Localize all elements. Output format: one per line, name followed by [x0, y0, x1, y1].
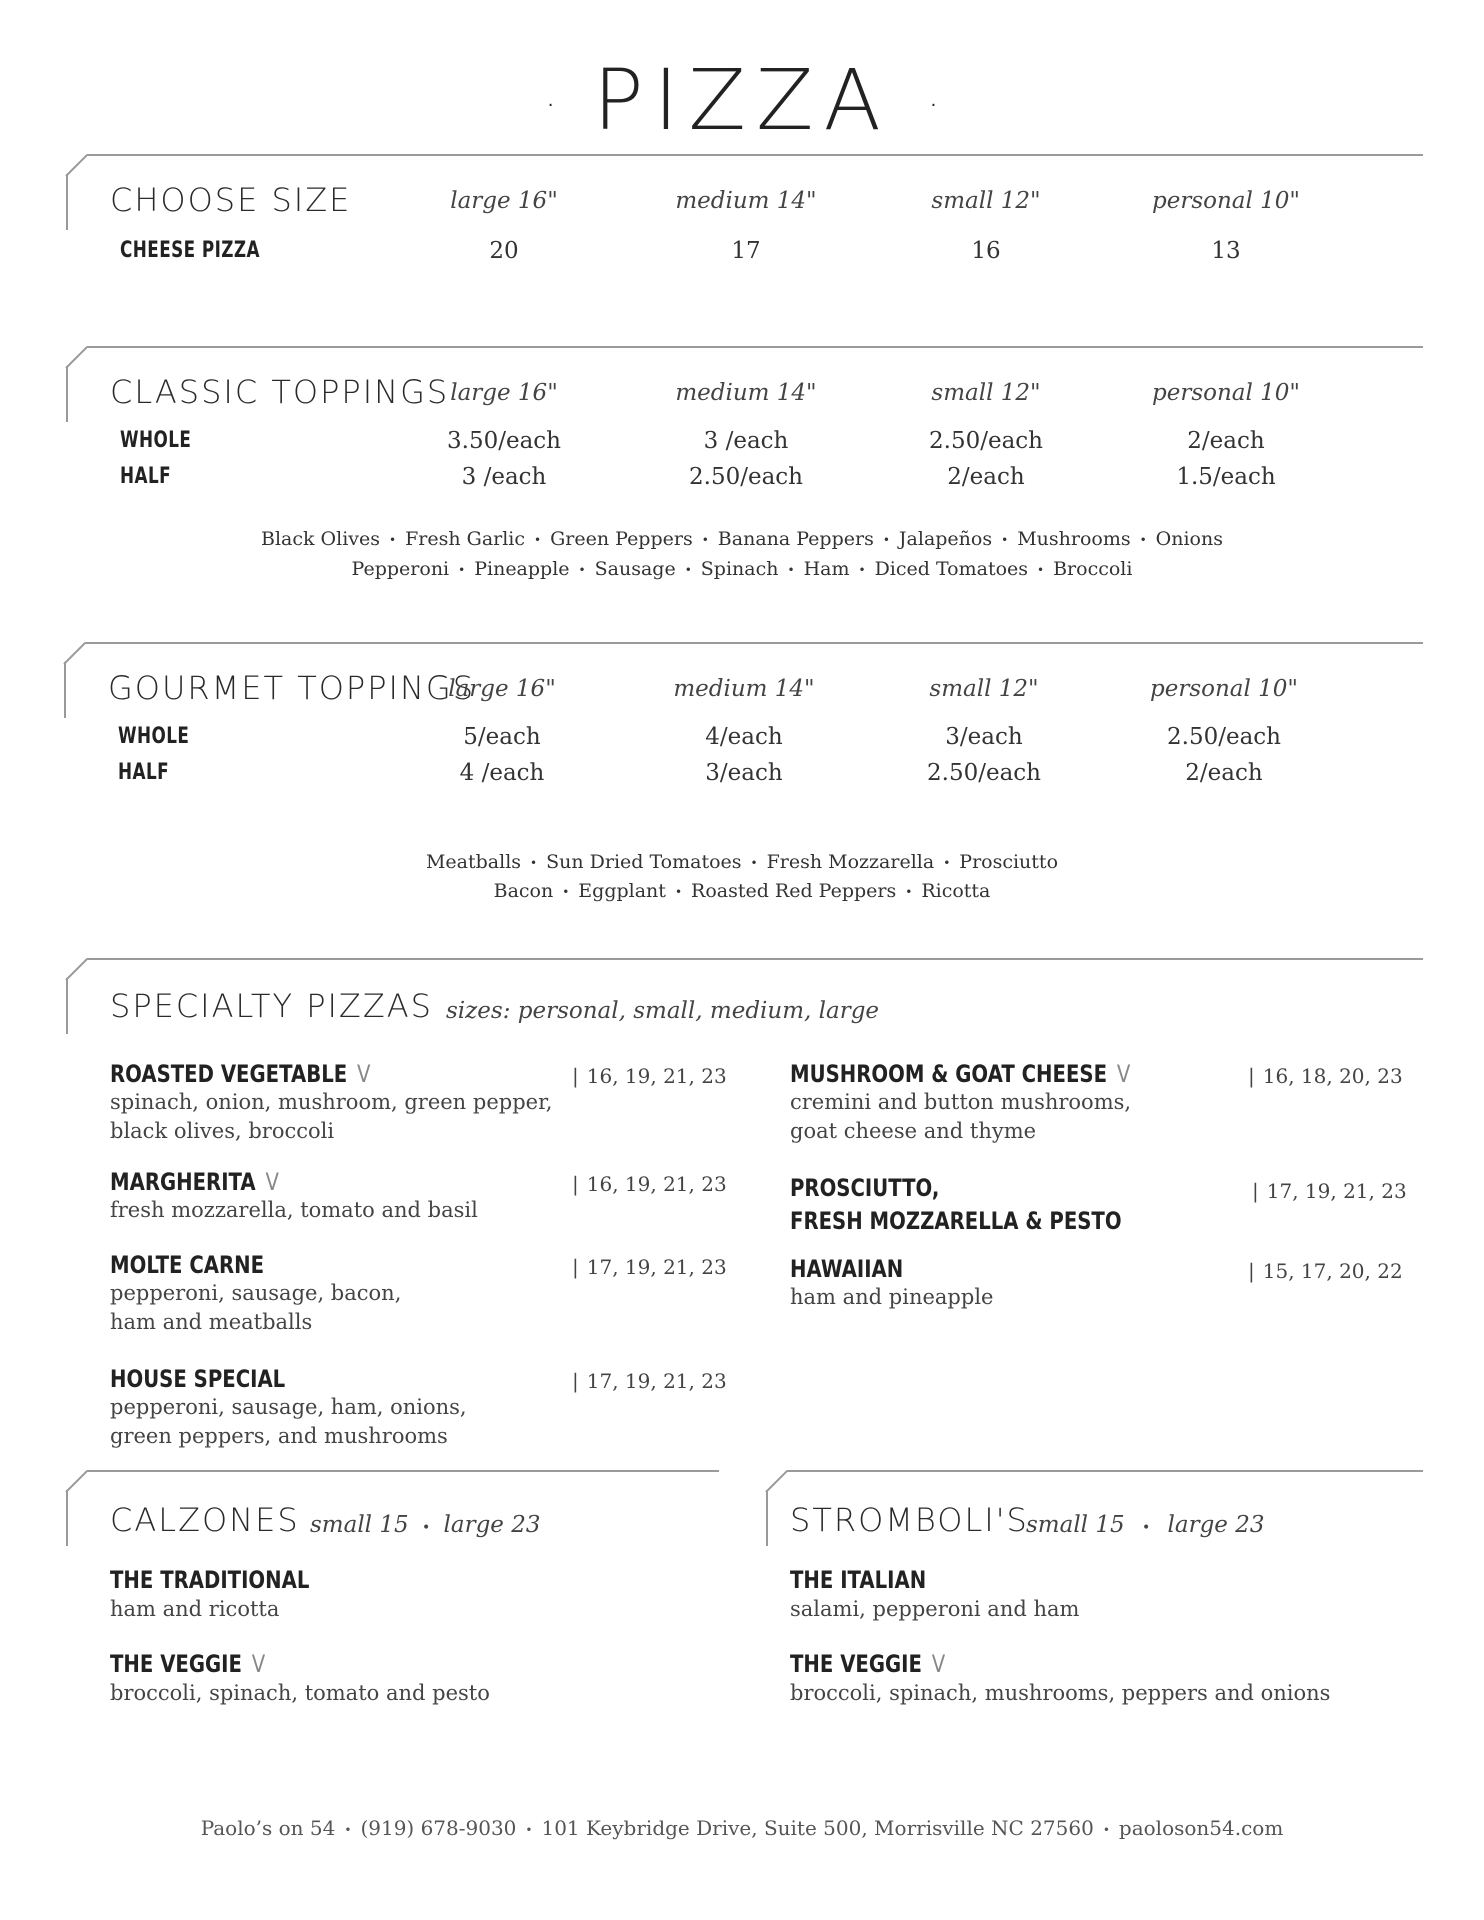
list-separator: • — [534, 533, 542, 547]
list-item: Sausage — [594, 558, 676, 580]
house-special-name — [110, 1367, 285, 1391]
gourmet-half-small: 2.50/each — [927, 760, 1041, 786]
list-item: Eggplant — [578, 880, 666, 902]
gourmet-whole-small: 3/each — [945, 724, 1023, 750]
list-item: Spinach — [700, 558, 779, 580]
size-small: small 12" — [931, 188, 1041, 214]
prosciutto-name-line2 — [790, 1209, 1122, 1233]
margherita-name — [110, 1170, 279, 1194]
roasted-vegetable-price: | 16, 19, 21, 23 — [572, 1064, 727, 1088]
list-item: Fresh Garlic — [405, 528, 526, 550]
list-separator: • — [882, 533, 890, 547]
strombolis-title: STROMBOLI'S — [790, 1501, 1029, 1539]
list-separator: • — [684, 563, 692, 577]
list-item: Paolo’s on 54 — [200, 1816, 336, 1840]
desc-line: goat cheese and thyme — [790, 1119, 1037, 1143]
item-name-text: MARGHERITA — [110, 1168, 256, 1196]
divider-corner — [65, 346, 88, 369]
molte-carne-desc — [110, 1279, 401, 1337]
choose-size-title: CHOOSE SIZE — [110, 181, 352, 219]
size-small: small 12" — [929, 676, 1039, 702]
note-separator: • — [1141, 1520, 1151, 1536]
item-name-text: FRESH MOZZARELLA & PESTO — [790, 1207, 1122, 1235]
note-separator: • — [421, 1520, 431, 1536]
vegetarian-badge: V — [931, 1650, 946, 1678]
list-separator: • — [750, 856, 758, 870]
item-name-text: ROASTED VEGETABLE — [110, 1060, 348, 1088]
list-item: Black Olives — [261, 528, 381, 550]
list-item: Ricotta — [921, 880, 991, 902]
stromboli-italian-desc: salami, pepperoni and ham — [790, 1597, 1080, 1621]
list-separator: • — [525, 1822, 533, 1837]
gourmet-half-label: HALF — [118, 760, 170, 785]
list-item: Green Peppers — [550, 528, 693, 550]
divider-leg — [66, 1490, 68, 1546]
calzone-traditional-name — [110, 1568, 309, 1592]
specialty-sizes-note: sizes: personal, small, medium, large — [446, 998, 880, 1024]
item-name-text: THE ITALIAN — [790, 1566, 927, 1594]
divider — [787, 1470, 1423, 1472]
desc-line: ham and meatballs — [110, 1310, 313, 1334]
stromboli-veggie-name — [790, 1652, 945, 1676]
vegetarian-badge: V — [265, 1168, 279, 1196]
page-title — [0, 51, 1484, 149]
calzone-small-price: small 15 — [310, 1512, 409, 1538]
list-item: Prosciutto — [959, 851, 1059, 873]
hawaiian-name — [790, 1257, 903, 1281]
classic-half-small: 2/each — [947, 464, 1025, 490]
list-separator: • — [858, 563, 866, 577]
cheese-pizza-label: CHEESE PIZZA — [120, 238, 260, 263]
classic-toppings-list-1 — [0, 530, 1484, 549]
vegetarian-badge: V — [1116, 1060, 1131, 1088]
margherita-price: | 16, 19, 21, 23 — [572, 1172, 727, 1196]
classic-whole-large: 3.50/each — [447, 428, 561, 454]
gourmet-half-personal: 2/each — [1185, 760, 1263, 786]
classic-half-label: HALF — [120, 464, 172, 489]
house-special-price: | 17, 19, 21, 23 — [572, 1369, 727, 1393]
item-name-text: PROSCIUTTO, — [790, 1174, 940, 1202]
divider-corner — [63, 642, 86, 665]
size-personal: personal 10" — [1151, 188, 1301, 214]
classic-half-large: 3 /each — [461, 464, 547, 490]
list-separator: • — [344, 1822, 352, 1837]
list-separator: • — [458, 563, 466, 577]
list-item: Bacon — [493, 880, 554, 902]
desc-line: ham and pineapple — [790, 1285, 994, 1309]
divider-corner — [65, 1470, 88, 1493]
list-item: Banana Peppers — [717, 528, 874, 550]
price-text: 17, 19, 21, 23 — [586, 1255, 727, 1279]
list-item: Sun Dried Tomatoes — [546, 851, 742, 873]
title-dot-right: · — [927, 85, 940, 126]
divider — [85, 642, 1423, 644]
list-item: Roasted Red Peppers — [691, 880, 897, 902]
desc-line: pepperoni, sausage, ham, onions, — [110, 1395, 467, 1419]
desc-line: green peppers, and mushrooms — [110, 1424, 448, 1448]
desc-line: spinach, onion, mushroom, green pepper, — [110, 1090, 553, 1114]
list-separator: • — [530, 856, 538, 870]
size-large: large 16" — [450, 188, 558, 214]
classic-toppings-title: CLASSIC TOPPINGS — [110, 373, 450, 411]
prosciutto-price: | 17, 19, 21, 23 — [1252, 1179, 1407, 1203]
classic-half-medium: 2.50/each — [689, 464, 803, 490]
prosciutto-name — [790, 1176, 939, 1200]
cheese-price-small: 16 — [971, 238, 1001, 264]
gourmet-half-medium: 3/each — [705, 760, 783, 786]
size-large: large 16" — [448, 676, 556, 702]
list-separator: • — [787, 563, 795, 577]
list-item: Onions — [1155, 528, 1223, 550]
divider — [87, 958, 1423, 960]
list-separator: • — [905, 885, 913, 899]
desc-line: black olives, broccoli — [110, 1119, 335, 1143]
divider — [87, 154, 1423, 156]
gourmet-whole-personal: 2.50/each — [1167, 724, 1281, 750]
divider-leg — [64, 662, 66, 718]
item-name-text: MUSHROOM & GOAT CHEESE — [790, 1060, 1108, 1088]
cheese-price-large: 20 — [489, 238, 519, 264]
molte-carne-name — [110, 1253, 264, 1277]
margherita-desc — [110, 1196, 478, 1225]
title-text: PIZZA — [593, 51, 891, 149]
classic-whole-label: WHOLE — [120, 428, 192, 453]
calzones-sizes-note — [310, 1514, 541, 1537]
specialty-pizzas-title: SPECIALTY PIZZAS — [110, 987, 433, 1025]
gourmet-toppings-title: GOURMET TOPPINGS — [108, 669, 475, 707]
list-separator: • — [578, 563, 586, 577]
size-medium: medium 14" — [673, 676, 815, 702]
gourmet-whole-large: 5/each — [463, 724, 541, 750]
roasted-vegetable-desc — [110, 1088, 552, 1146]
stromboli-small-price: small 15 — [1026, 1512, 1125, 1538]
stromboli-large-price: large 23 — [1167, 1512, 1265, 1538]
footer-contact — [0, 1818, 1484, 1838]
classic-half-personal: 1.5/each — [1176, 464, 1276, 490]
molte-carne-price: | 17, 19, 21, 23 — [572, 1255, 727, 1279]
list-separator: • — [674, 885, 683, 899]
item-name-text: THE TRADITIONAL — [110, 1566, 310, 1594]
calzone-veggie-desc: broccoli, spinach, tomato and pesto — [110, 1681, 490, 1705]
list-separator: • — [943, 856, 951, 870]
mushroom-goat-cheese-desc — [790, 1088, 1131, 1146]
desc-line: cremini and button mushrooms, — [790, 1090, 1132, 1114]
list-item: Pepperoni — [351, 558, 450, 580]
vegetarian-badge: V — [251, 1650, 266, 1678]
divider-leg — [66, 366, 68, 422]
list-item: Diced Tomatoes — [874, 558, 1029, 580]
mushroom-goat-cheese-price: | 16, 18, 20, 23 — [1248, 1064, 1403, 1088]
divider-corner — [65, 958, 88, 981]
divider-corner — [65, 154, 88, 177]
classic-whole-small: 2.50/each — [929, 428, 1043, 454]
size-personal: personal 10" — [1151, 380, 1301, 406]
hawaiian-desc — [790, 1283, 993, 1312]
list-item: paoloson54.com — [1118, 1816, 1284, 1840]
list-item: Fresh Mozzarella — [766, 851, 935, 873]
gourmet-toppings-list-2 — [0, 882, 1484, 901]
price-text: 15, 17, 20, 22 — [1262, 1259, 1403, 1283]
calzone-traditional-desc: ham and ricotta — [110, 1597, 280, 1621]
classic-whole-personal: 2/each — [1187, 428, 1265, 454]
roasted-vegetable-name — [110, 1062, 371, 1086]
list-separator: • — [562, 885, 570, 899]
item-name-text: THE VEGGIE — [790, 1650, 922, 1678]
price-text: 17, 19, 21, 23 — [1266, 1179, 1407, 1203]
size-medium: medium 14" — [675, 380, 817, 406]
desc-line: fresh mozzarella, tomato and basil — [110, 1198, 478, 1222]
gourmet-whole-label: WHOLE — [118, 724, 190, 749]
list-item: Mushrooms — [1017, 528, 1131, 550]
price-text: 17, 19, 21, 23 — [586, 1369, 727, 1393]
item-name-text: THE VEGGIE — [110, 1650, 242, 1678]
title-dot-left: · — [544, 85, 557, 126]
list-item: Jalapeños — [898, 528, 993, 550]
mushroom-goat-cheese-name — [790, 1062, 1130, 1086]
calzone-veggie-name — [110, 1652, 265, 1676]
cheese-price-personal: 13 — [1211, 238, 1241, 264]
list-separator: • — [1001, 533, 1009, 547]
desc-line: pepperoni, sausage, bacon, — [110, 1281, 402, 1305]
gourmet-whole-medium: 4/each — [705, 724, 783, 750]
list-item: Meatballs — [425, 851, 522, 873]
divider-leg — [66, 978, 68, 1034]
classic-whole-medium: 3 /each — [703, 428, 789, 454]
stromboli-veggie-desc: broccoli, spinach, mushrooms, peppers and onions — [790, 1681, 1331, 1705]
divider-corner — [765, 1470, 788, 1493]
divider — [87, 1470, 719, 1472]
classic-toppings-list-2 — [0, 560, 1484, 579]
list-separator: • — [1037, 563, 1045, 577]
size-medium: medium 14" — [675, 188, 817, 214]
price-text: 16, 19, 21, 23 — [586, 1172, 727, 1196]
house-special-desc — [110, 1393, 467, 1451]
divider-leg — [66, 174, 68, 230]
size-large: large 16" — [450, 380, 558, 406]
size-small: small 12" — [931, 380, 1041, 406]
item-name-text: MOLTE CARNE — [110, 1251, 265, 1279]
stromboli-italian-name — [790, 1568, 926, 1592]
price-text: 16, 18, 20, 23 — [1262, 1064, 1403, 1088]
strombolis-sizes-note — [1026, 1514, 1265, 1537]
divider-leg — [766, 1490, 768, 1546]
divider — [87, 346, 1423, 348]
vegetarian-badge: V — [357, 1060, 371, 1088]
item-name-text: HOUSE SPECIAL — [110, 1365, 286, 1393]
calzone-large-price: large 23 — [443, 1512, 541, 1538]
list-item: Pineapple — [474, 558, 570, 580]
list-item: Ham — [803, 558, 850, 580]
item-name-text: HAWAIIAN — [790, 1255, 904, 1283]
list-separator: • — [1139, 533, 1147, 547]
hawaiian-price: | 15, 17, 20, 22 — [1248, 1259, 1403, 1283]
list-separator: • — [701, 533, 709, 547]
list-item: Broccoli — [1053, 558, 1133, 580]
list-item: (919) 678-9030 — [360, 1816, 517, 1840]
cheese-price-medium: 17 — [731, 238, 761, 264]
price-text: 16, 19, 21, 23 — [586, 1064, 727, 1088]
list-item: 101 Keybridge Drive, Suite 500, Morrisville NC 27560 — [541, 1816, 1094, 1840]
gourmet-half-large: 4 /each — [459, 760, 545, 786]
gourmet-toppings-list-1 — [0, 853, 1484, 872]
calzones-title: CALZONES — [110, 1501, 300, 1539]
list-separator: • — [1102, 1822, 1110, 1837]
size-personal: personal 10" — [1149, 676, 1299, 702]
list-separator: • — [389, 533, 397, 547]
